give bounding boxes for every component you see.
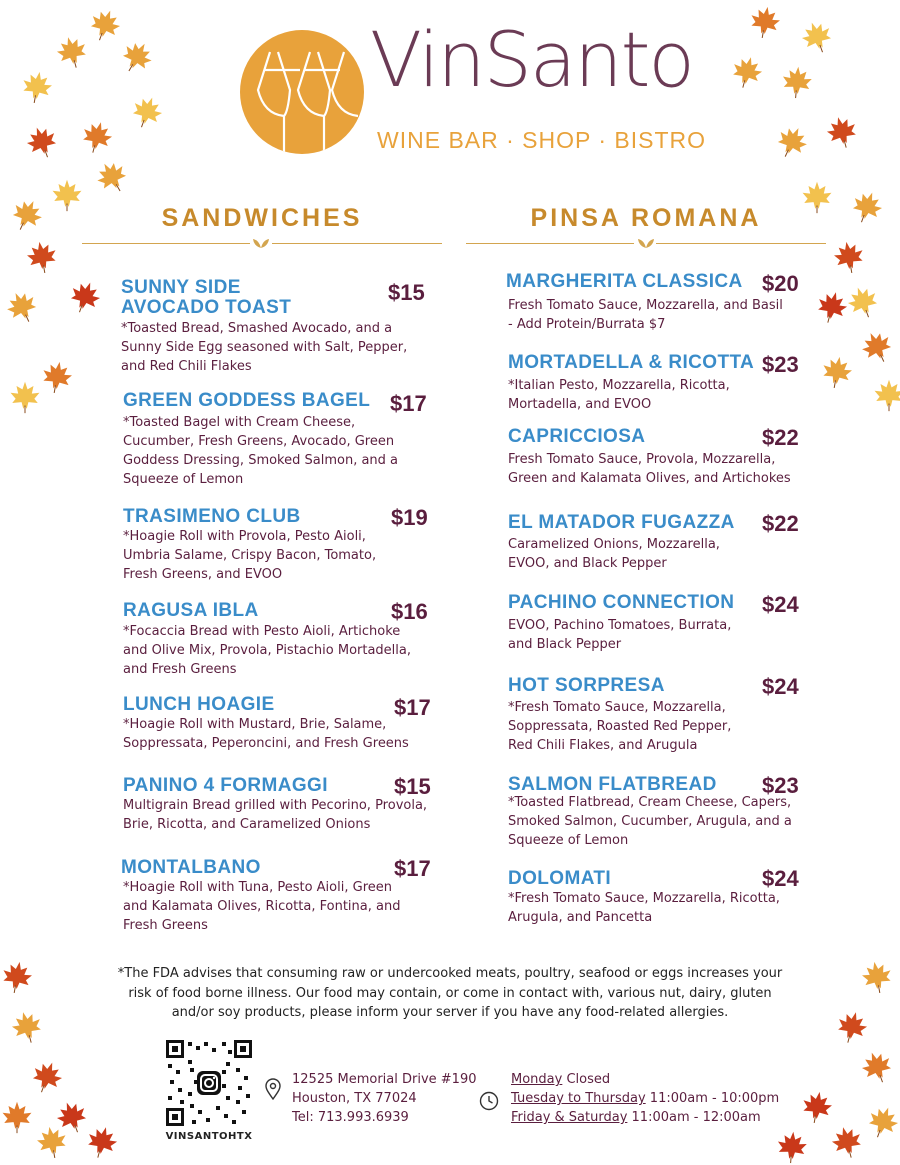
item-price: $17: [390, 391, 427, 416]
hours-day: Monday: [511, 1072, 563, 1087]
item-description: Fresh Tomato Sauce, Mozzarella, and Basil - Add Protein/Burrata $7: [508, 298, 783, 332]
maple-leaf-icon: [854, 324, 899, 369]
hours-time: 11:00am - 12:00am: [631, 1110, 761, 1125]
item-price: $16: [391, 599, 428, 624]
item-price: $23: [762, 352, 799, 377]
item-description: *Hoagie Roll with Tuna, Pesto Aioli, Green and Kalamata Olives, Ricotta, Fontina, and Fresh Greens: [123, 880, 401, 933]
item-description: *Focaccia Bread with Pesto Aioli, Artichoke and Olive Mix, Provola, Pistachio Mortadella, and Fresh Greens: [123, 624, 412, 677]
item-price: $20: [762, 271, 799, 296]
qr-label: VINSANTOHTX: [165, 1131, 253, 1142]
maple-leaf-icon: [114, 34, 160, 80]
maple-leaf-icon: [841, 280, 885, 324]
leaf-divider-icon: [252, 237, 270, 249]
item-name: CAPRICCIOSA: [508, 426, 646, 447]
item-name: PANINO 4 FORMAGGI: [123, 775, 328, 796]
item-name: MONTALBANO: [121, 857, 261, 878]
hours-row: [511, 1070, 779, 1089]
brand-name: VinSanto: [370, 15, 693, 104]
maple-leaf-icon: [726, 51, 768, 93]
maple-leaf-icon: [81, 1121, 123, 1163]
item-name: RAGUSA IBLA: [123, 600, 259, 621]
maple-leaf-icon: [821, 111, 863, 153]
item-description: *Toasted Bread, Smashed Avocado, and a Sunny Side Egg seasoned with Salt, Pepper, and Red Chili Flakes: [121, 321, 408, 374]
wine-glasses-logo-icon: [240, 30, 364, 154]
maple-leaf-icon: [797, 1087, 836, 1126]
clock-icon: [479, 1091, 499, 1111]
item-description: Multigrain Bread grilled with Pecorino, Provola, Brie, Ricotta, and Caramelized Onions: [123, 798, 428, 832]
item-description: *Hoagie Roll with Mustard, Brie, Salame, Soppressata, Peperoncini, and Fresh Greens: [123, 717, 409, 751]
maple-leaf-icon: [20, 120, 64, 164]
item-name: GREEN GODDESS BAGEL: [123, 390, 371, 411]
opening-hours: [511, 1070, 779, 1127]
maple-leaf-icon: [32, 1122, 71, 1161]
maple-leaf-icon: [829, 237, 868, 276]
item-description: Caramelized Onions, Mozzarella, EVOO, and Black Pepper: [508, 537, 720, 571]
address-block: [292, 1070, 476, 1127]
allergy-disclaimer: *The FDA advises that consuming raw or undercooked meats, poultry, seafood or eggs increases your risk of food borne illness. Our food may contain, or come in contact with, various nut, dairy, gluten and/or soy products, please inform your server if you have any food-related allergies.: [117, 966, 783, 1020]
item-description: *Italian Pesto, Mozzarella, Ricotta, Mortadella, and EVOO: [508, 378, 730, 412]
maple-leaf-icon: [0, 284, 45, 329]
item-description: *Hoagie Roll with Provola, Pesto Aioli, Umbria Salame, Crispy Bacon, Tomato, Fresh Greens, and EVOO: [123, 529, 377, 582]
maple-leaf-icon: [89, 154, 135, 200]
maple-leaf-icon: [845, 185, 889, 229]
maple-leaf-icon: [817, 352, 856, 391]
address-line: 12525 Memorial Drive #190: [292, 1072, 477, 1087]
maple-leaf-icon: [826, 1121, 868, 1163]
brand-tagline: WINE BAR · SHOP · BISTRO: [377, 127, 706, 153]
maple-leaf-icon: [831, 1006, 873, 1048]
location-pin-icon: [264, 1078, 282, 1100]
item-price: $15: [388, 280, 425, 305]
item-price: $24: [762, 592, 799, 617]
hours-day: Tuesday to Thursday: [511, 1091, 646, 1106]
divider: [82, 243, 250, 244]
maple-leaf-icon: [6, 1006, 48, 1048]
hours-time: Closed: [566, 1072, 611, 1087]
maple-leaf-icon: [125, 90, 169, 134]
item-name: LUNCH HOAGIE: [123, 694, 275, 715]
maple-leaf-icon: [63, 275, 107, 319]
maple-leaf-icon: [25, 1055, 69, 1099]
maple-leaf-icon: [8, 380, 42, 414]
maple-leaf-icon: [779, 64, 816, 101]
maple-leaf-icon: [50, 178, 84, 212]
divider: [656, 243, 826, 244]
item-name: MORTADELLA & RICOTTA: [508, 352, 755, 373]
item-name: SALMON FLATBREAD: [508, 774, 717, 795]
address-line: Houston, TX 77024: [292, 1091, 417, 1106]
pinsa-title: PINSA ROMANA: [530, 204, 762, 232]
leaf-divider-icon: [637, 237, 655, 249]
phone-number[interactable]: Tel: 713.993.6939: [292, 1110, 409, 1125]
divider: [466, 243, 634, 244]
maple-leaf-icon: [22, 237, 61, 276]
hours-row: [511, 1108, 779, 1127]
maple-leaf-icon: [76, 116, 118, 158]
item-name: PACHINO CONNECTION: [508, 592, 735, 613]
maple-leaf-icon: [4, 192, 49, 237]
maple-leaf-icon: [37, 357, 76, 396]
item-price: $15: [394, 774, 431, 799]
maple-leaf-icon: [857, 957, 896, 996]
item-price: $17: [394, 856, 431, 881]
item-price: $22: [762, 425, 799, 450]
item-name: SUNNY SIDE AVOCADO TOAST: [121, 277, 292, 318]
item-description: *Toasted Bagel with Cream Cheese, Cucumber, Fresh Greens, Avocado, Green Goddess Dressing, Smoked Salmon, and a Squeeze of Lemon: [123, 415, 399, 487]
maple-leaf-icon: [861, 1100, 900, 1144]
item-description: *Fresh Tomato Sauce, Mozzarella, Ricotta, Arugula, and Pancetta: [508, 891, 780, 925]
maple-leaf-icon: [51, 31, 93, 73]
maple-leaf-icon: [0, 957, 37, 996]
maple-leaf-icon: [0, 1100, 34, 1134]
item-price: $17: [394, 695, 431, 720]
item-price: $24: [762, 674, 799, 699]
hours-row: [511, 1089, 779, 1108]
item-price: $22: [762, 511, 799, 536]
sandwiches-title: SANDWICHES: [161, 204, 363, 232]
maple-leaf-icon: [872, 378, 900, 412]
item-description: Fresh Tomato Sauce, Provola, Mozzarella, Green and Kalamata Olives, and Artichokes: [508, 452, 791, 486]
maple-leaf-icon: [17, 67, 56, 106]
maple-leaf-icon: [855, 1045, 899, 1089]
item-name: EL MATADOR FUGAZZA: [508, 512, 735, 533]
maple-leaf-icon: [769, 119, 814, 164]
item-name: TRASIMENO CLUB: [123, 506, 301, 527]
maple-leaf-icon: [774, 1129, 811, 1165]
maple-leaf-icon: [795, 15, 839, 59]
divider: [272, 243, 442, 244]
hours-time: 11:00am - 10:00pm: [649, 1091, 780, 1106]
maple-leaf-icon: [83, 3, 127, 47]
item-price: $24: [762, 866, 799, 891]
item-name: HOT SORPRESA: [508, 675, 665, 696]
item-name: MARGHERITA CLASSICA: [506, 271, 743, 292]
item-price: $23: [762, 773, 799, 798]
hours-day: Friday & Saturday: [511, 1110, 628, 1125]
item-description: EVOO, Pachino Tomatoes, Burrata, and Black Pepper: [508, 618, 732, 652]
item-description: *Fresh Tomato Sauce, Mozzarella, Soppressata, Roasted Red Pepper, Red Chili Flakes, and Arugula: [508, 700, 732, 753]
qr-code-icon[interactable]: [166, 1040, 252, 1126]
maple-leaf-icon: [745, 2, 784, 41]
item-price: $19: [391, 505, 428, 530]
item-description: *Toasted Flatbread, Cream Cheese, Capers, Smoked Salmon, Cucumber, Arugula, and a Squeeze of Lemon: [508, 795, 792, 848]
item-name: DOLOMATI: [508, 868, 612, 889]
